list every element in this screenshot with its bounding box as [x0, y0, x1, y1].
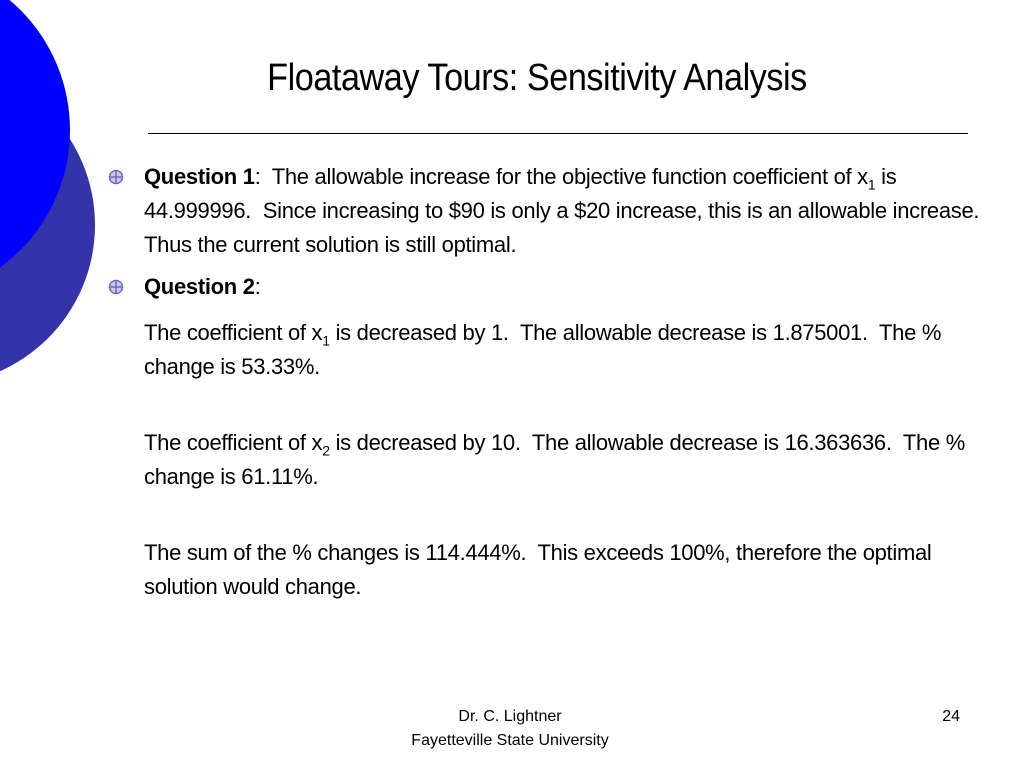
question-1-text-a: The allowable increase for the objective function coefficient of x	[260, 164, 868, 189]
bullet-question-2	[100, 270, 1000, 304]
paragraph-x2-text-a: The coefficient of x	[144, 430, 323, 455]
page-number: 24	[942, 708, 960, 725]
paragraph-sum-text: The sum of the % changes is 114.444%. This exceeds 100%, therefore the optimal solution would change.	[144, 540, 938, 599]
paragraph-x1-text-a: The coefficient of x	[144, 320, 323, 345]
footer-line-2: Fayetteville State University	[411, 732, 609, 749]
question-2-label: Question 2	[144, 274, 255, 299]
paragraph-x2-text-b: is decreased by 10. The allowable decrease is 16.363636. The % change is 61.11%.	[144, 430, 971, 489]
title-divider	[148, 133, 968, 134]
paragraph-x2	[100, 426, 1000, 494]
footer-author	[360, 705, 660, 753]
paragraph-x1-text-b: is decreased by 1. The allowable decrease is 1.875001. The % change is 53.33%.	[144, 320, 947, 379]
paragraph-sum	[100, 536, 1000, 604]
question-1-colon: :	[254, 164, 261, 189]
bullet-question-1	[100, 160, 1000, 262]
slide-title: Floataway Tours: Sensitivity Analysis	[267, 57, 807, 99]
question-1-text-b: is 44.999996. Since increasing to $90 is only a $20 increase, this is an allowable increase. Thus the current solution is still optimal.	[144, 164, 991, 257]
paragraph-x1	[100, 316, 1000, 384]
footer-line-1: Dr. C. Lightner	[458, 708, 562, 725]
slide-body	[100, 160, 1000, 604]
paragraph-x1-subscript: 1	[322, 332, 330, 349]
circle-cross-bullet-icon	[108, 279, 124, 295]
question-1-subscript: 1	[867, 176, 876, 193]
paragraph-x2-subscript: 2	[322, 442, 330, 459]
question-2-colon: :	[254, 274, 261, 299]
question-1-label: Question 1	[144, 164, 255, 189]
circle-cross-bullet-icon	[108, 169, 124, 185]
